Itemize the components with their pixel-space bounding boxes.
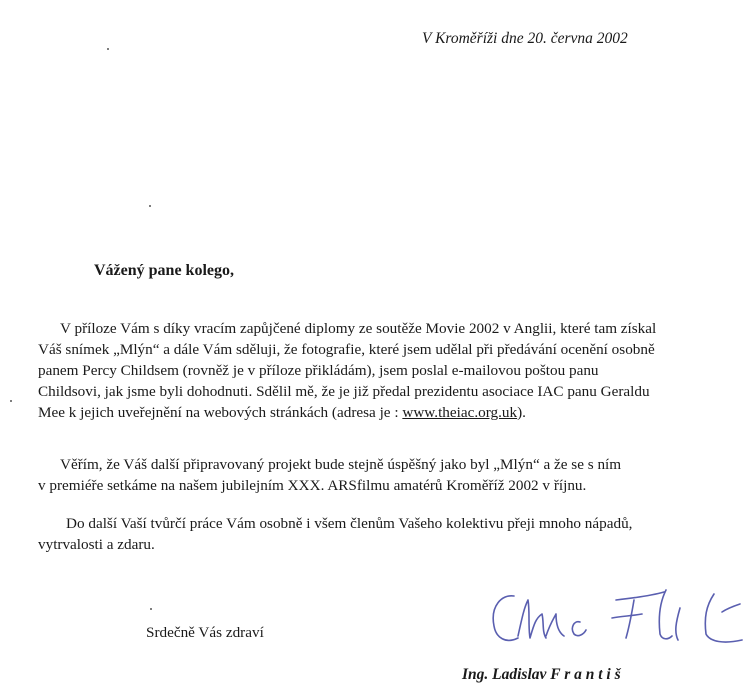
paper-speck: [150, 608, 152, 610]
paragraph1-line1: V příloze Vám s díky vracím zapůjčené diplomy ze soutěže Movie 2002 v Anglii, které tam získal: [60, 320, 657, 337]
closing-greeting: Srdečně Vás zdraví: [146, 624, 264, 641]
paragraph1-line2: Váš snímek „Mlýn“ a dále Vám sděluji, že fotografie, které jsem udělal při předávání ocenění osobně: [38, 341, 655, 358]
paragraph1-line5-text: Mee k jejich uveřejnění na webových stránkách (adresa je :: [38, 404, 403, 421]
paper-speck: [107, 48, 109, 50]
paragraph1-line3: panem Percy Childsem (rovněž je v příloze přikládám), jsem poslal e-mailovou poštou panu: [38, 362, 599, 379]
paragraph1-line4: Childsovi, jak jsme byli dohodnuti. Sdělil mě, že je již předal prezidentu asociace IAC panu Geraldu: [38, 383, 650, 400]
paper-speck: [149, 205, 151, 207]
paper-speck: [10, 400, 12, 402]
salutation: Vážený pane kolego,: [94, 262, 234, 279]
dateline: V Kroměříži dne 20. června 2002: [422, 30, 628, 47]
signer-name: Ing. Ladislav F r a n t i š: [462, 666, 621, 683]
paragraph2-line2: v premiéře setkáme na našem jubilejním XXX. ARSfilmu amatérů Kroměříž 2002 v říjnu.: [38, 477, 587, 494]
paragraph-next-project: [38, 454, 621, 496]
website-link[interactable]: www.theiac.org.uk: [402, 404, 518, 421]
paragraph-wishes: [38, 513, 632, 555]
paragraph1-line5-end: ).: [517, 404, 526, 421]
paragraph-return-diplomas: [38, 318, 656, 423]
paragraph2-line1: Věřím, že Váš další připravovaný projekt bude stejně úspěšný jako byl „Mlýn“ a že se s ním: [60, 456, 622, 473]
handwritten-signature: [484, 578, 748, 658]
paragraph1-line5: [38, 402, 656, 423]
paragraph3-line2: vytrvalosti a zdaru.: [38, 536, 155, 553]
paragraph3-line1: Do další Vaší tvůrčí práce Vám osobně i všem členům Vašeho kolektivu přeji mnoho nápadů,: [66, 515, 633, 532]
